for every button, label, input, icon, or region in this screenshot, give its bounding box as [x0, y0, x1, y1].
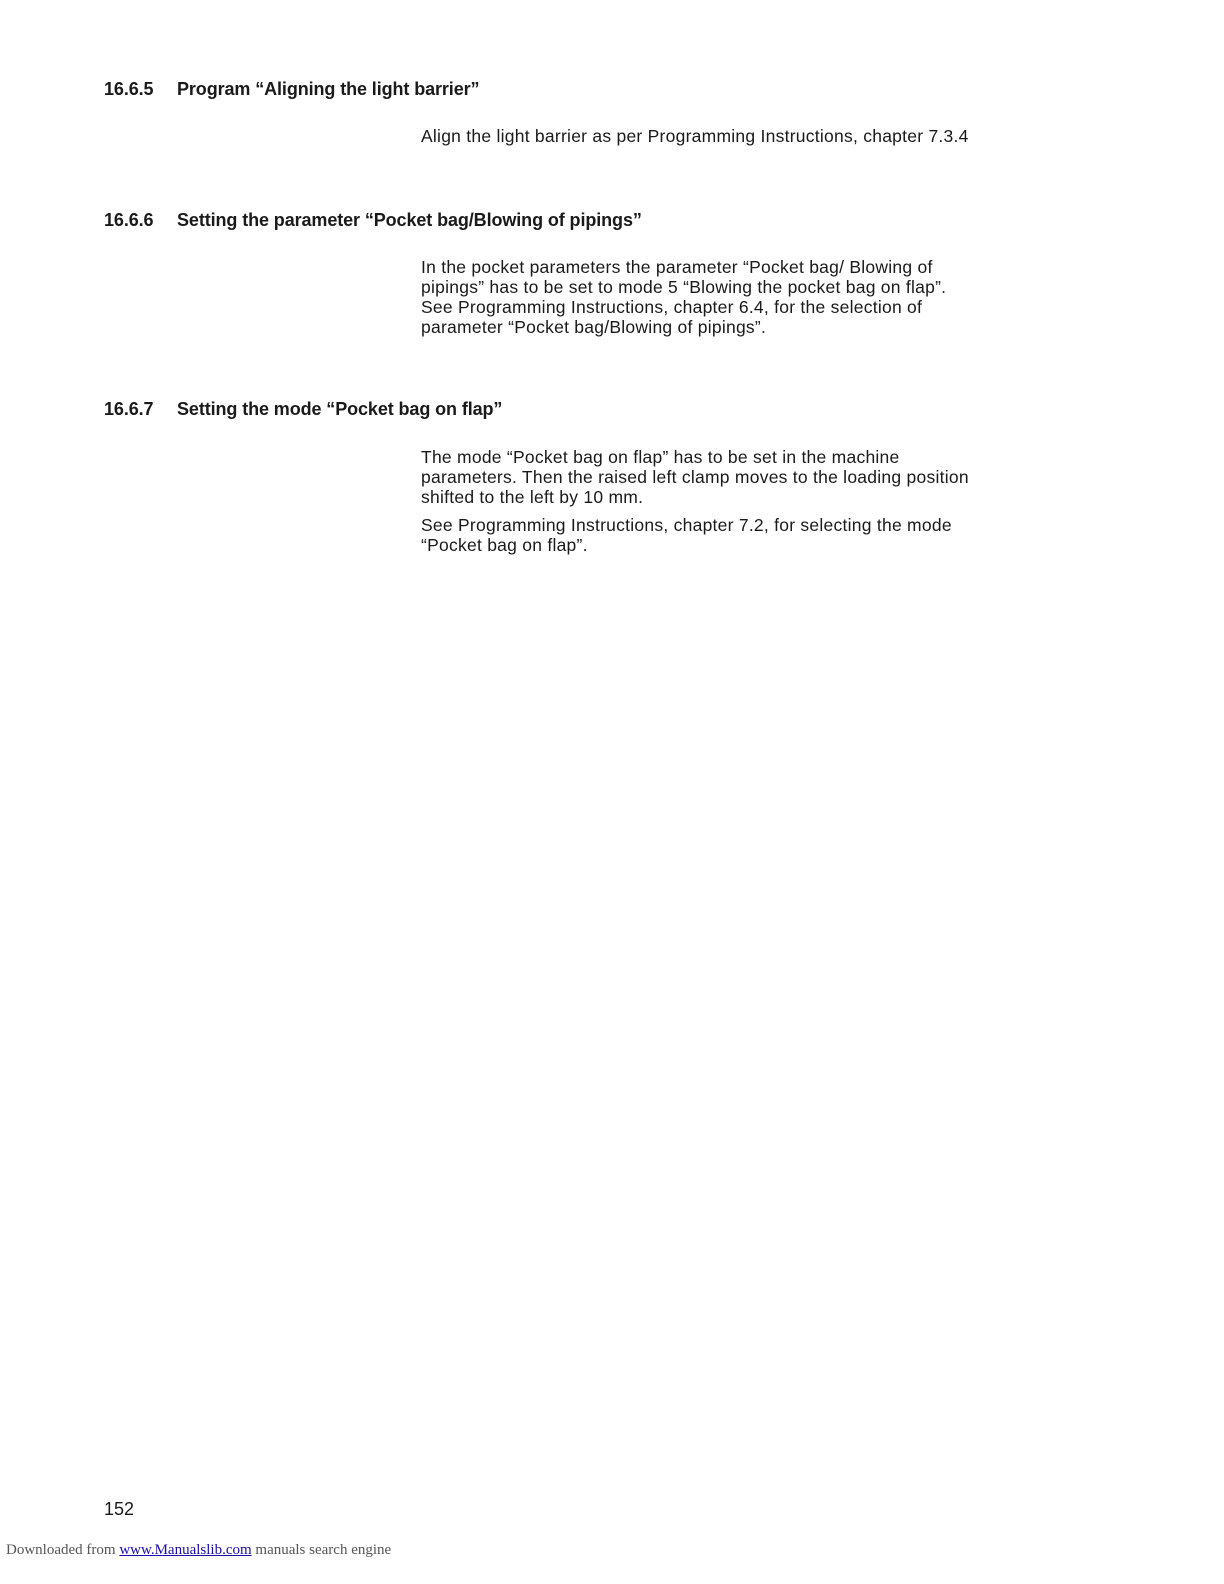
- section-number: 16.6.7: [104, 399, 154, 419]
- manualslib-link[interactable]: www.Manualslib.com: [119, 1542, 252, 1558]
- section-heading-16-6-5: [104, 79, 479, 100]
- section-heading-16-6-6: [104, 210, 642, 231]
- paragraph: In the pocket parameters the parameter “Pocket bag/ Blowing of pipings” has to be set to mode 5 “Blowing the pocket bag on flap”. See Programming Instructions, chapter 6.4, for the selection of parameter “Pocket bag/Blowing of pipings”.: [421, 257, 947, 337]
- download-footer: [6, 1542, 391, 1559]
- section-body-16-6-5: [421, 126, 1041, 154]
- footer-prefix: Downloaded from: [6, 1542, 120, 1558]
- section-number: 16.6.5: [104, 79, 154, 99]
- section-title: Setting the mode “Pocket bag on flap”: [177, 399, 503, 419]
- footer-suffix: manuals search engine: [251, 1542, 392, 1558]
- section-body-16-6-7: [421, 447, 1041, 563]
- section-body-16-6-6: [421, 257, 1041, 345]
- paragraph: See Programming Instructions, chapter 7.2, for selecting the mode “Pocket bag on flap”.: [421, 515, 952, 555]
- paragraph: Align the light barrier as per Programming Instructions, chapter 7.3.4: [421, 126, 969, 146]
- section-title: Setting the parameter “Pocket bag/Blowing of pipings”: [177, 210, 642, 230]
- page-number: 152: [104, 1499, 135, 1519]
- section-number: 16.6.6: [104, 210, 154, 230]
- paragraph: The mode “Pocket bag on flap” has to be set in the machine parameters. Then the raised left clamp moves to the loading position shifted to the left by 10 mm.: [421, 447, 969, 507]
- section-title: Program “Aligning the light barrier”: [177, 79, 480, 99]
- section-heading-16-6-7: [104, 399, 502, 420]
